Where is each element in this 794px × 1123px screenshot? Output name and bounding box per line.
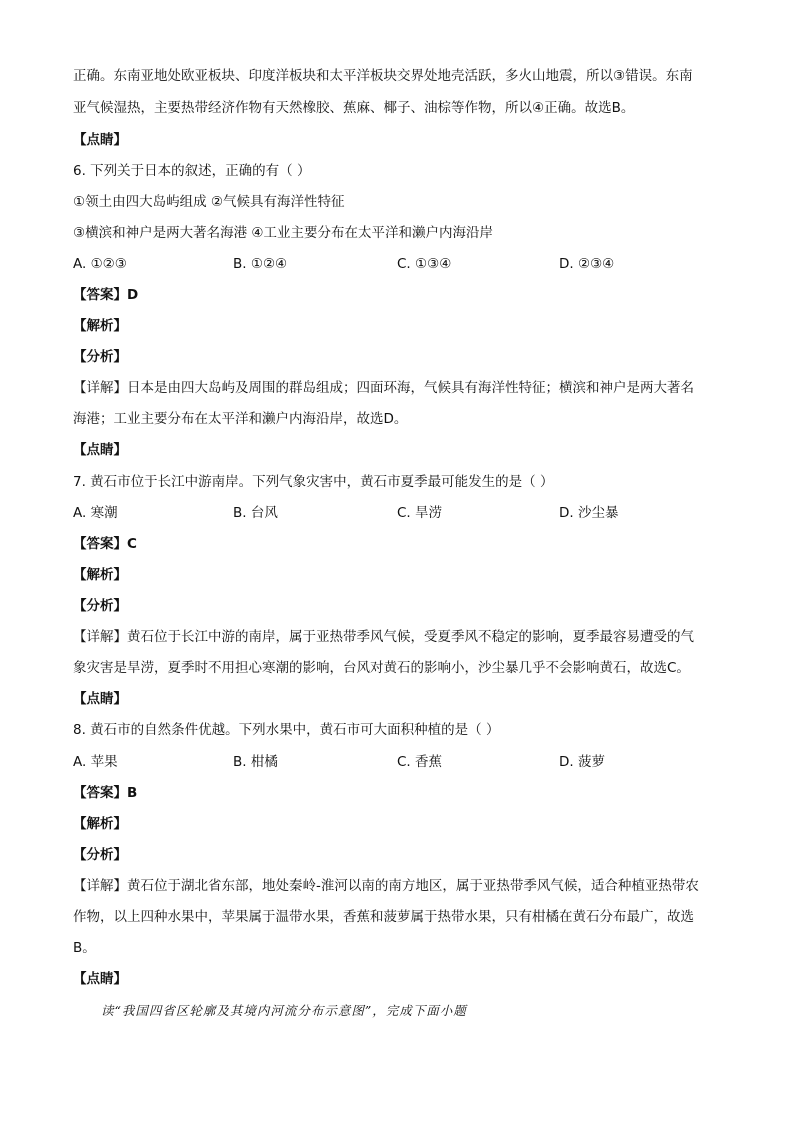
jiexi-label: 【解析】 [73, 318, 127, 334]
dianjing-label: 【点睛】 [73, 132, 127, 148]
option-d: D. ②③④ [559, 256, 615, 272]
option-a: A. 寒潮 [73, 505, 118, 521]
jiexi-label: 【解析】 [73, 816, 127, 832]
detail-text: B。 [73, 940, 96, 956]
detail-text: 【详解】日本是由四大岛屿及周围的群岛组成；四面环海，气候具有海洋性特征；横滨和神户是两大著名 [73, 380, 694, 396]
dianjing-label: 【点睛】 [73, 691, 127, 707]
detail-text: 海港；工业主要分布在太平洋和濑户内海沿岸，故选D。 [73, 411, 408, 427]
option-d: D. 沙尘暴 [559, 505, 619, 521]
option-c: C. 香蕉 [397, 754, 443, 770]
option-d: D. 菠萝 [559, 754, 605, 770]
fenxi-label: 【分析】 [73, 598, 127, 614]
option-b: B. 柑橘 [233, 754, 278, 770]
text-line: 亚气候湿热，主要热带经济作物有天然橡胶、蕉麻、椰子、油棕等作物，所以④正确。故选B。 [73, 100, 635, 116]
dianjing-label: 【点睛】 [73, 971, 127, 987]
jiexi-label: 【解析】 [73, 567, 127, 583]
question-7-stem: 7. 黄石市位于长江中游南岸。下列气象灾害中，黄石市夏季最可能发生的是（ ） [73, 474, 554, 490]
answer-label: 【答案】D [73, 287, 139, 303]
fenxi-label: 【分析】 [73, 349, 127, 365]
question-6-stem: 6. 下列关于日本的叙述，正确的有（ ） [73, 163, 311, 179]
option-a: A. 苹果 [73, 754, 118, 770]
option-c: C. ①③④ [397, 256, 452, 272]
detail-text: 【详解】黄石位于湖北省东部，地处秦岭-淮河以南的南方地区，属于亚热带季风气候，适合种植亚热带农 [73, 878, 699, 894]
question-6-statement: ③横滨和神户是两大著名海港 ④工业主要分布在太平洋和濑户内海沿岸 [73, 225, 493, 241]
text-line: 正确。东南亚地处欧亚板块、印度洋板块和太平洋板块交界处地壳活跃，多火山地震，所以③错误。东南 [73, 68, 693, 84]
option-b: B. 台风 [233, 505, 278, 521]
question-8-stem: 8. 黄石市的自然条件优越。下列水果中，黄石市可大面积种植的是（ ） [73, 722, 500, 738]
answer-label: 【答案】C [73, 536, 137, 552]
detail-text: 象灾害是旱涝，夏季时不用担心寒潮的影响，台风对黄石的影响小，沙尘暴几乎不会影响黄石，故选C。 [73, 660, 690, 676]
option-a: A. ①②③ [73, 256, 127, 272]
fenxi-label: 【分析】 [73, 847, 127, 863]
answer-label: 【答案】B [73, 785, 138, 801]
detail-text: 【详解】黄石位于长江中游的南岸，属于亚热带季风气候，受夏季风不稳定的影响，夏季最容易遭受的气 [73, 629, 694, 645]
dianjing-label: 【点睛】 [73, 442, 127, 458]
detail-text: 作物，以上四种水果中，苹果属于温带水果，香蕉和菠萝属于热带水果，只有柑橘在黄石分布最广，故选 [73, 909, 694, 925]
reading-instruction: 读“我国四省区轮廓及其境内河流分布示意图”，完成下面小题 [101, 1003, 467, 1018]
question-6-statement: ①领土由四大岛屿组成 ②气候具有海洋性特征 [73, 194, 345, 210]
option-b: B. ①②④ [233, 256, 288, 272]
option-c: C. 旱涝 [397, 505, 443, 521]
